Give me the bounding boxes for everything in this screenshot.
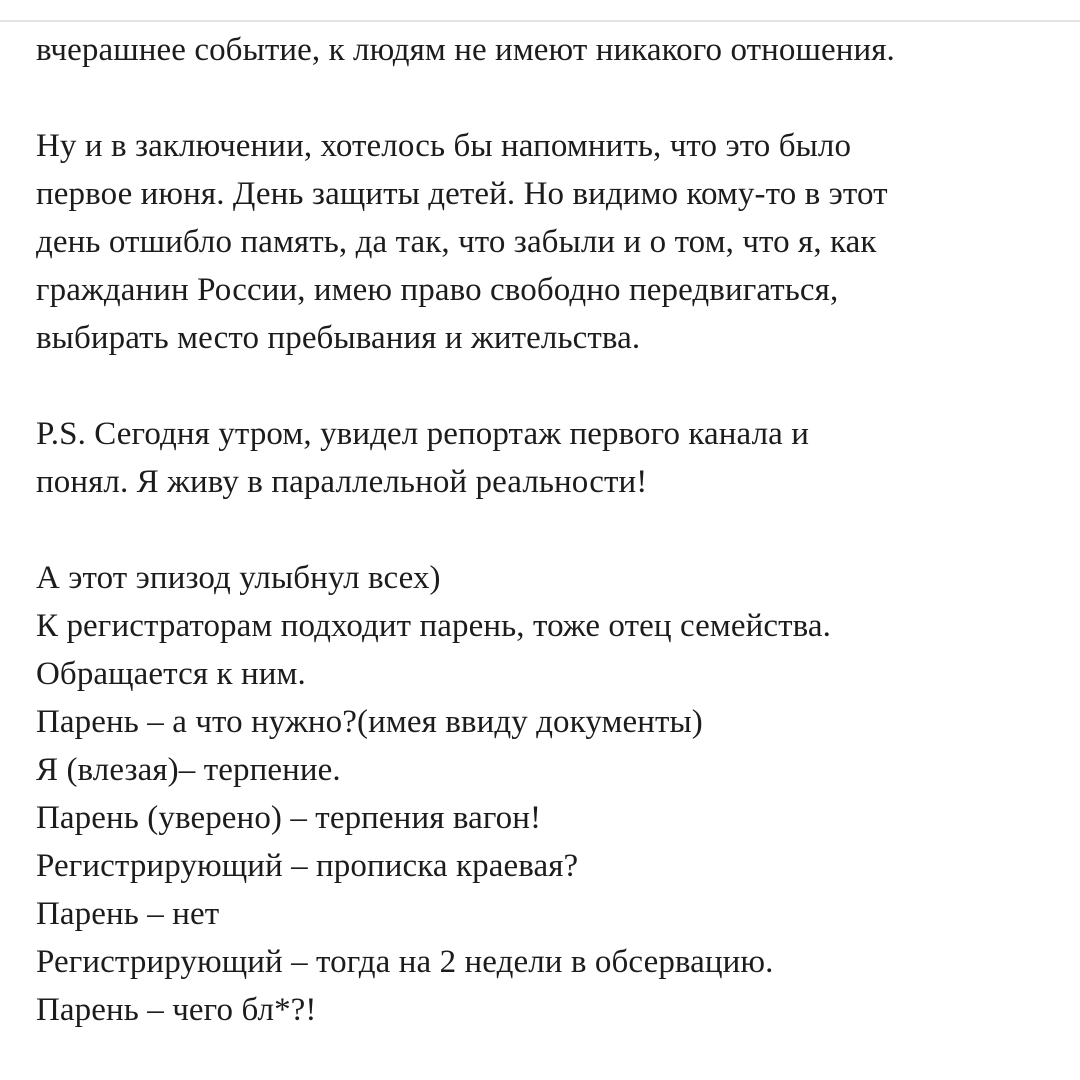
text-line: Регистрирующий – тогда на 2 недели в обсервацию. xyxy=(36,944,774,980)
text-line: первое июня. День защиты детей. Но видимо кому-то в этот xyxy=(36,176,888,212)
document-body xyxy=(36,26,1066,1034)
text-line: Обращается к ним. xyxy=(36,656,306,692)
text-line: Ну и в заключении, хотелось бы напомнить, что это было xyxy=(36,128,852,164)
text-line: P.S. Сегодня утром, увидел репортаж первого канала и xyxy=(36,416,809,452)
text-line: гражданин России, имею право свободно передвигаться, xyxy=(36,272,839,308)
paragraph-3 xyxy=(36,410,1066,506)
text-line: Я (влезая)– терпение. xyxy=(36,752,341,788)
text-line: Регистрирующий – прописка краевая? xyxy=(36,848,579,884)
text-line: Парень (уверено) – терпения вагон! xyxy=(36,800,542,836)
paragraph-4 xyxy=(36,554,1066,1034)
text-line: день отшибло память, да так, что забыли и о том, что я, как xyxy=(36,224,877,260)
paragraph-gap xyxy=(36,506,1066,554)
text-line: выбирать место пребывания и жительства. xyxy=(36,320,641,356)
paragraph-gap xyxy=(36,74,1066,122)
text-line: Парень – нет xyxy=(36,896,220,932)
text-line: вчерашнее событие, к людям не имеют никакого отношения. xyxy=(36,32,895,68)
text-line: Парень – чего бл*?! xyxy=(36,992,317,1028)
text-line: Парень – а что нужно?(имея ввиду документы) xyxy=(36,704,703,740)
paragraph-2 xyxy=(36,122,1066,362)
text-line: понял. Я живу в параллельной реальности! xyxy=(36,464,648,500)
top-divider xyxy=(0,20,1080,22)
paragraph-gap xyxy=(36,362,1066,410)
text-line: А этот эпизод улыбнул всех) xyxy=(36,560,441,596)
text-line: К регистраторам подходит парень, тоже отец семейства. xyxy=(36,608,831,644)
paragraph-1 xyxy=(36,26,1066,74)
